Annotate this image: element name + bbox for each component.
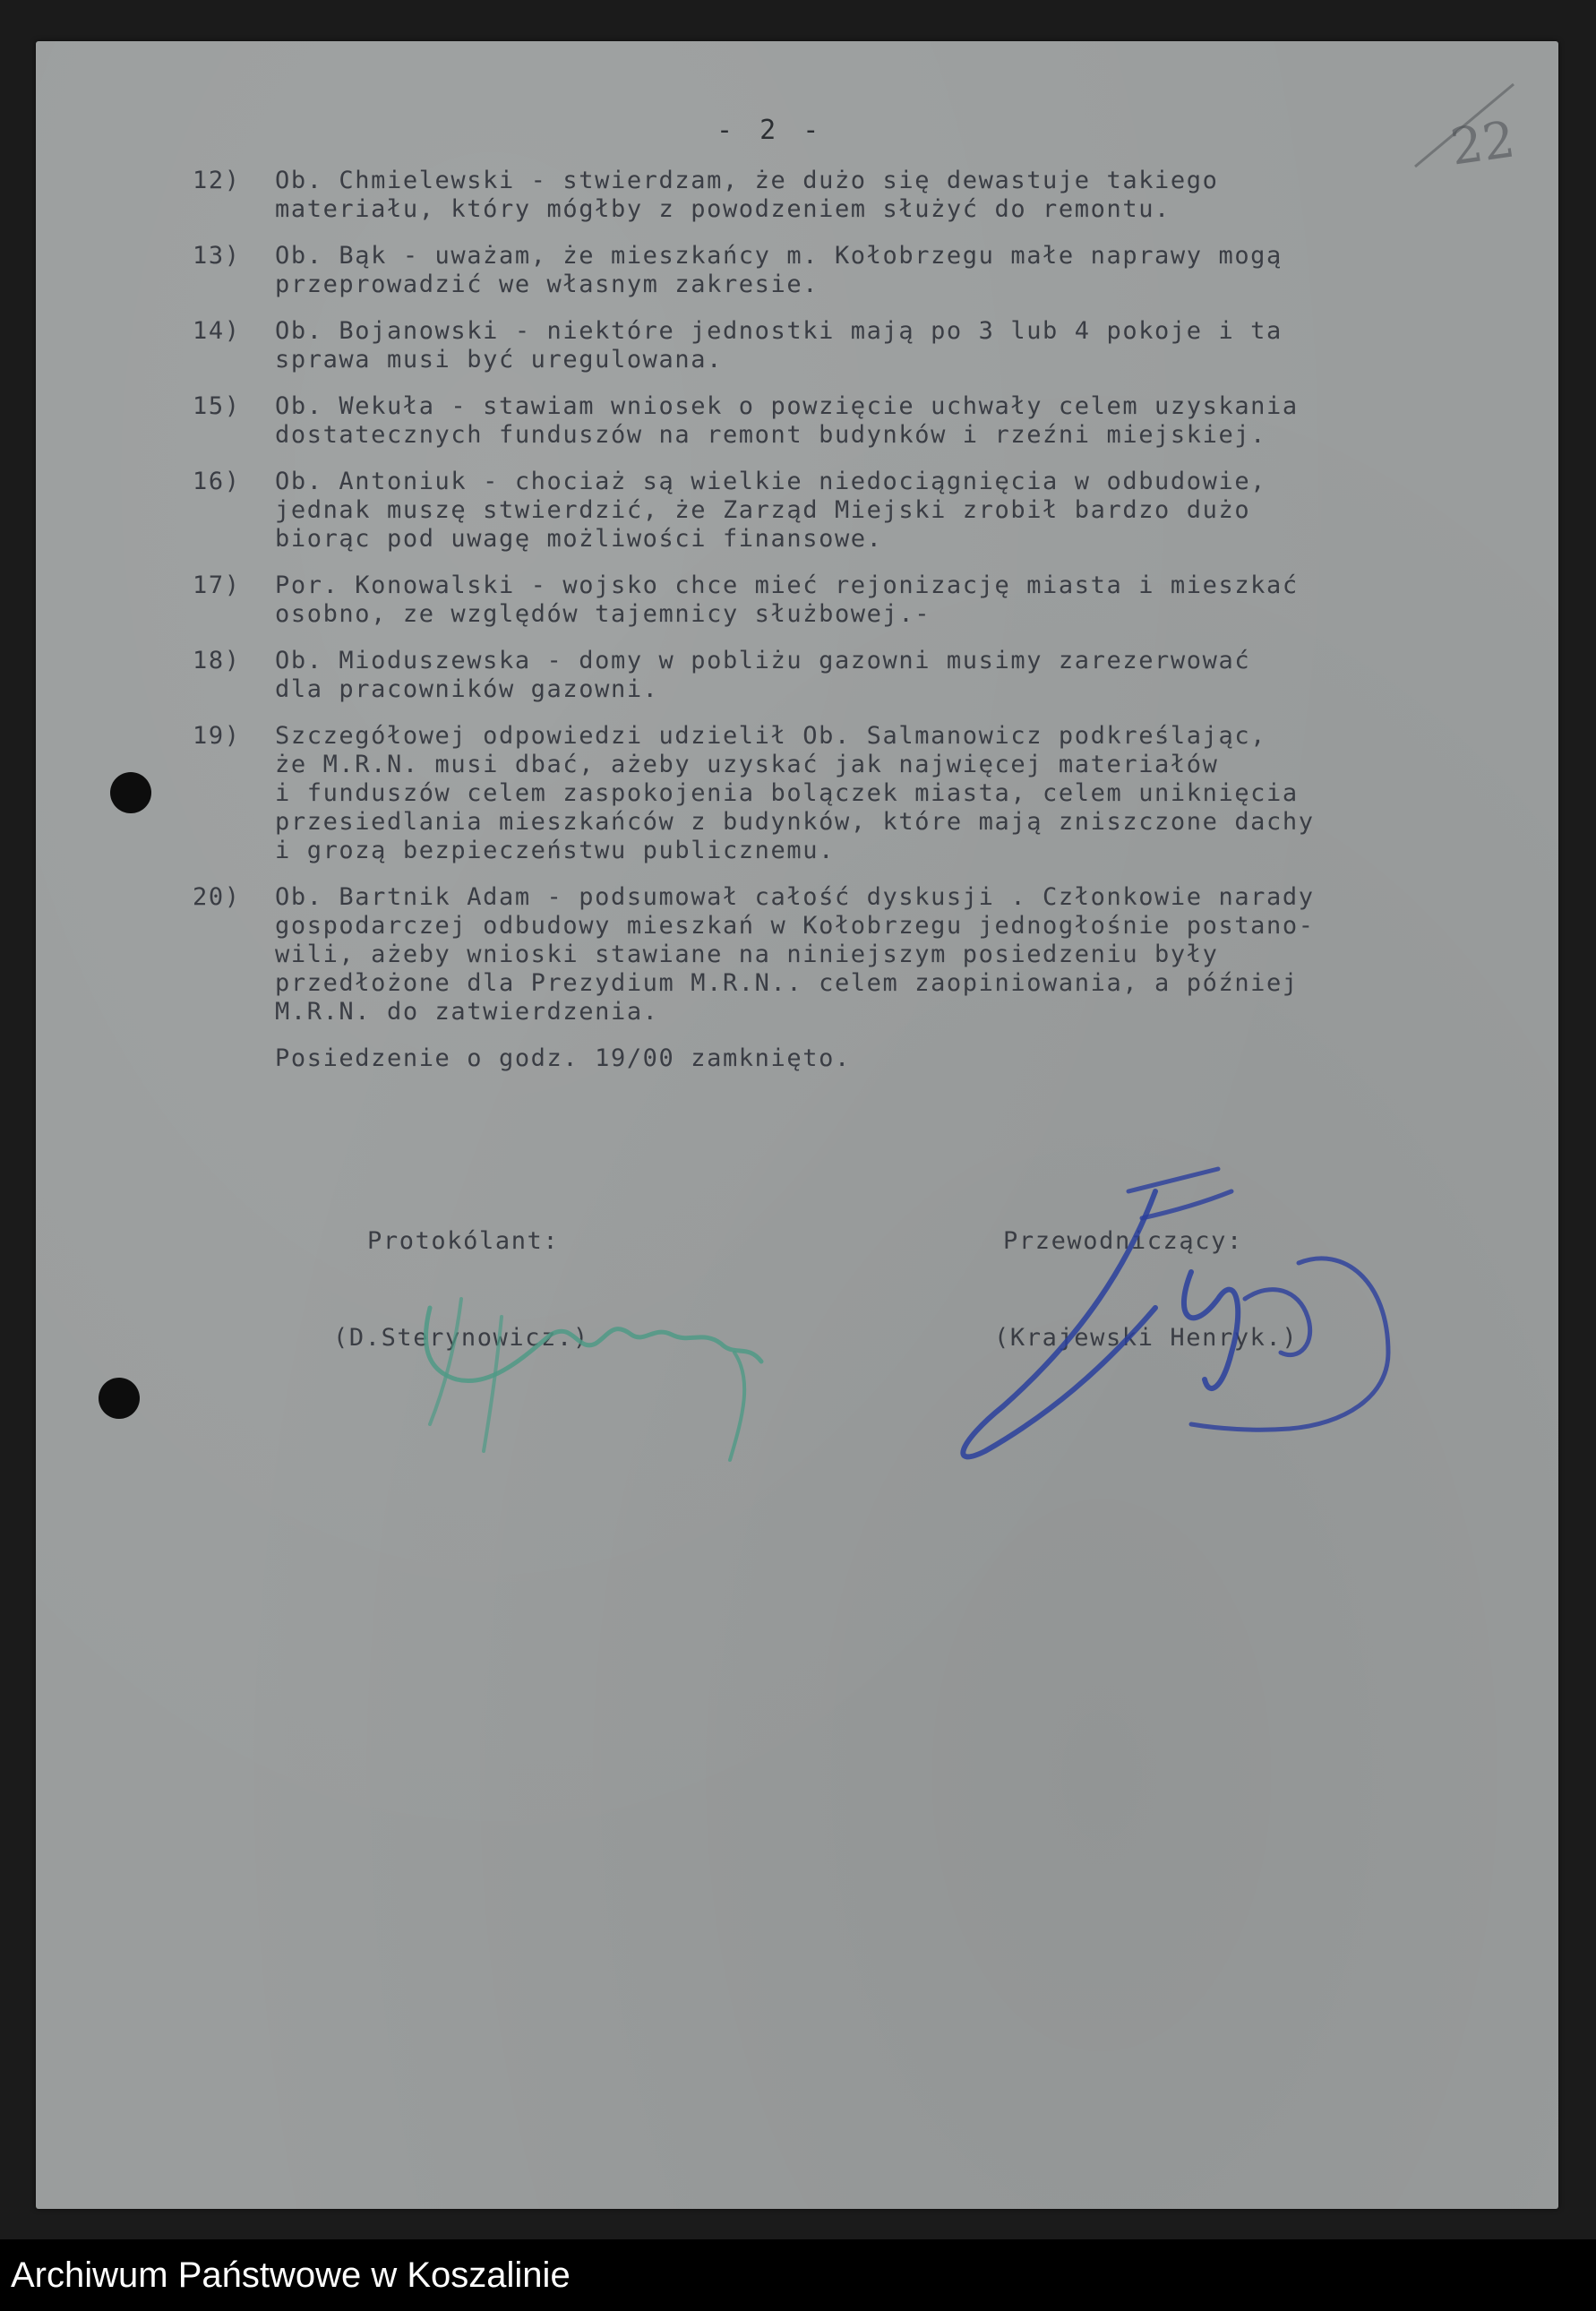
recorder-name: (D.Sterynowicz.): [333, 1324, 589, 1352]
minutes-item: [193, 647, 1509, 704]
minutes-body: [193, 167, 1509, 1073]
item-line: materiału, który mógłby z powodzeniem służyć do remontu.: [275, 195, 1171, 223]
page-number: - 2 -: [716, 115, 825, 146]
punch-hole-bottom: [99, 1378, 140, 1419]
minutes-item: [193, 722, 1509, 865]
minutes-item: [193, 392, 1509, 450]
item-line: Ob. Antoniuk - chociaż są wielkie niedociągnięcia w odbudowie,: [275, 468, 1267, 495]
item-line: przedłożone dla Prezydium M.R.N.. celem zaopiniowania, a później: [275, 969, 1299, 997]
recorder-label: Protokólant:: [367, 1227, 560, 1255]
item-line: osobno, ze względów tajemnicy służbowej.-: [275, 600, 931, 628]
item-line: Por. Konowalski - wojsko chce mieć rejonizację miasta i mieszkać: [275, 571, 1299, 599]
archive-footer: Archiwum Państwowe w Koszalinie: [0, 2239, 1596, 2311]
item-number: 18): [193, 647, 241, 674]
item-number: 17): [193, 571, 241, 599]
minutes-item: [193, 317, 1509, 374]
item-line: M.R.N. do zatwierdzenia.: [275, 998, 659, 1026]
item-line: Szczegółowej odpowiedzi udzielił Ob. Salmanowicz podkreślając,: [275, 722, 1267, 750]
item-line: biorąc pod uwagę możliwości finansowe.: [275, 525, 883, 553]
minutes-item: [193, 883, 1509, 1027]
closing-statement: Posiedzenie o godz. 19/00 zamknięto.: [275, 1044, 851, 1072]
item-number: 14): [193, 317, 241, 345]
item-line: i grozą bezpieczeństwu publicznemu.: [275, 837, 835, 864]
archive-reference: 22: [1446, 110, 1519, 177]
archive-slash-mark: [1406, 77, 1549, 176]
item-number: 15): [193, 392, 241, 420]
item-number: 13): [193, 242, 241, 270]
item-number: 16): [193, 468, 241, 495]
item-line: Ob. Chmielewski - stwierdzam, że dużo się dewastuje takiego: [275, 167, 1219, 194]
punch-hole-top: [110, 772, 151, 813]
minutes-item: [193, 242, 1509, 299]
item-line: Ob. Bąk - uważam, że mieszkańcy m. Kołobrzegu małe naprawy mogą: [275, 242, 1283, 270]
chair-name: (Krajewski Henryk.): [994, 1324, 1299, 1352]
item-line: i funduszów celem zaspokojenia bolączek miasta, celem uniknięcia: [275, 779, 1299, 807]
recorder-signature: [394, 1245, 788, 1469]
item-line: Ob. Bartnik Adam - podsumował całość dyskusji . Członkowie narady: [275, 883, 1315, 911]
minutes-item: [193, 468, 1509, 554]
item-line: dla pracowników gazowni.: [275, 675, 659, 703]
item-line: że M.R.N. musi dbać, ażeby uzyskać jak najwięcej materiałów: [275, 751, 1219, 778]
item-line: wili, ażeby wnioski stawiane na niniejszym posiedzeniu były: [275, 941, 1219, 968]
item-line: przeprowadzić we własnym zakresie.: [275, 271, 819, 298]
item-line: gospodarczej odbudowy mieszkań w Kołobrzegu jednogłośnie postano-: [275, 912, 1315, 940]
item-line: jednak muszę stwierdzić, że Zarząd Miejski zrobił bardzo dużo: [275, 496, 1251, 524]
item-line: dostatecznych funduszów na remont budynków i rzeźni miejskiej.: [275, 421, 1267, 449]
item-line: sprawa musi być uregulowana.: [275, 346, 723, 374]
chair-signature: [922, 1156, 1424, 1478]
minutes-item: [193, 571, 1509, 629]
item-number: 12): [193, 167, 241, 194]
minutes-item: [193, 167, 1509, 224]
item-number: 20): [193, 883, 241, 911]
item-line: Ob. Mioduszewska - domy w pobliżu gazowni musimy zarezerwować: [275, 647, 1251, 674]
item-line: Ob. Bojanowski - niektóre jednostki mają po 3 lub 4 pokoje i ta: [275, 317, 1283, 345]
item-number: 19): [193, 722, 241, 750]
chair-label: Przewodniczący:: [1003, 1227, 1243, 1255]
item-line: Ob. Wekuła - stawiam wniosek o powzięcie uchwały celem uzyskania: [275, 392, 1299, 420]
item-line: przesiedlania mieszkańców z budynków, które mają zniszczone dachy: [275, 808, 1315, 836]
